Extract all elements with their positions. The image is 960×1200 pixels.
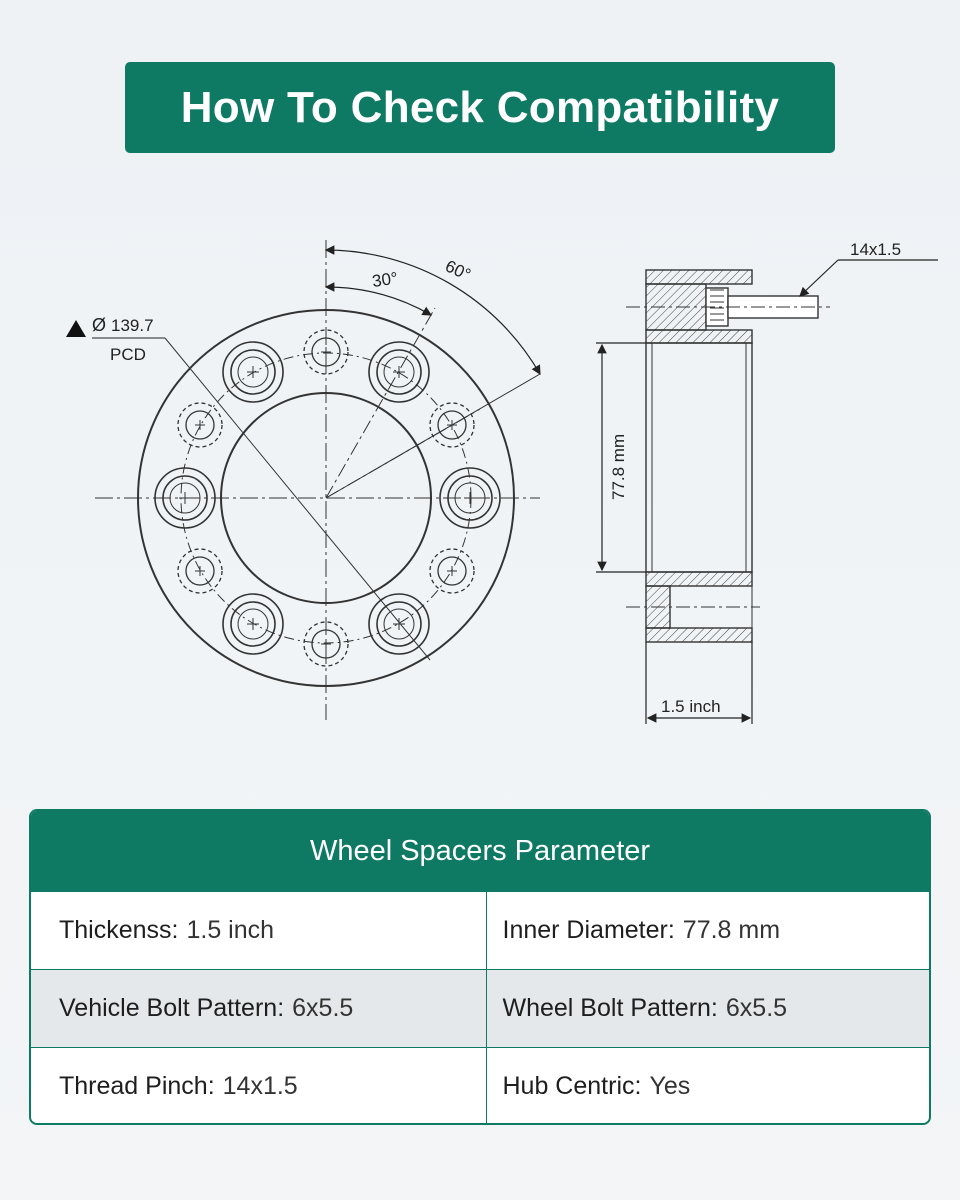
parameter-table-header [31,811,929,891]
param-value: 77.8 mm [682,916,781,944]
pcd-value: 139.7 [111,316,154,335]
table-cell [31,892,486,969]
table-cell [31,970,486,1047]
page-title: How To Check Compatibility [180,82,780,132]
pcd-label: PCD [110,345,146,364]
param-value: 14x1.5 [222,1072,298,1100]
table-row [31,969,929,1047]
parameter-table-title: Wheel Spacers Parameter [309,834,651,867]
table-row [31,1047,929,1125]
table-cell [31,1048,486,1125]
parameter-table [29,809,931,1125]
thickness-label: 1.5 inch [661,697,721,716]
angle-60-label: 60° [442,256,474,285]
pcd-symbol: Ø [92,315,107,335]
param-key: Thread Pinch: [59,1072,215,1100]
param-value: 6x5.5 [725,994,788,1022]
param-key: Thickenss: [59,916,179,944]
thread-leader [800,260,938,296]
param-key: Wheel Bolt Pattern: [502,994,718,1022]
param-value: 1.5 inch [186,916,275,944]
table-cell [486,892,930,969]
param-value: Yes [649,1072,691,1100]
datum-triangle-icon [66,320,86,337]
param-key: Inner Diameter: [502,916,675,944]
angle-30-label: 30° [370,268,400,291]
table-cell [486,1048,930,1125]
table-cell [486,970,930,1047]
param-key: Vehicle Bolt Pattern: [59,994,285,1022]
inner-diameter-label: 77.8 mm [609,433,628,500]
thread-label: 14x1.5 [850,240,902,259]
param-key: Hub Centric: [502,1072,642,1100]
param-value: 6x5.5 [292,994,354,1022]
table-row [31,891,929,969]
section-view [626,270,830,642]
